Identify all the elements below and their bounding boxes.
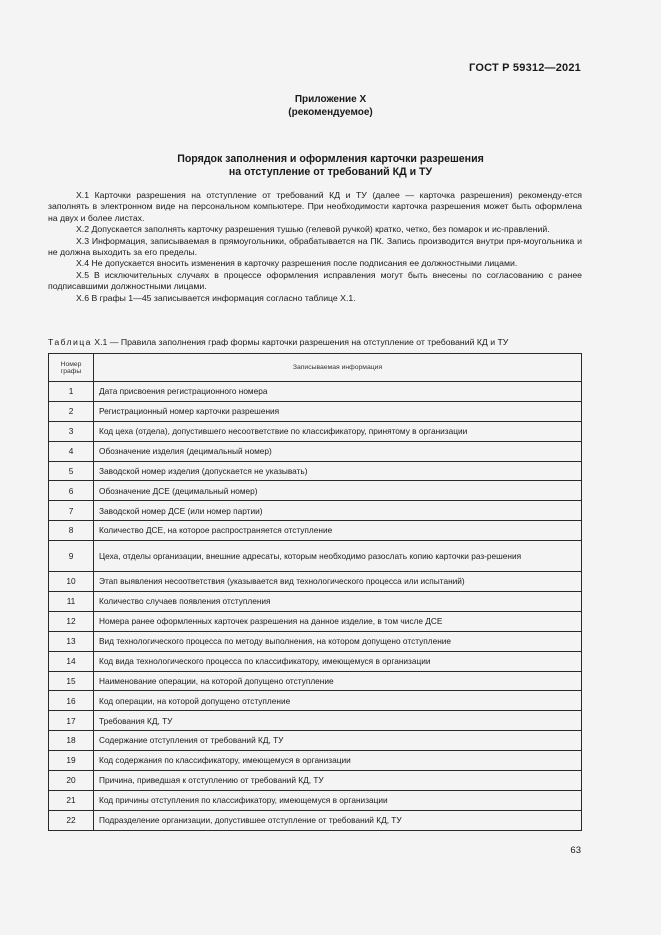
- row-number: 19: [49, 751, 94, 771]
- row-number: 3: [49, 421, 94, 441]
- row-number: 2: [49, 401, 94, 421]
- table-row: [49, 441, 582, 461]
- row-text: Код вида технологического процесса по классификатору, имеющемуся в организации: [94, 651, 582, 671]
- row-number: 21: [49, 790, 94, 810]
- row-number: 6: [49, 481, 94, 501]
- row-text: Этап выявления несоответствия (указывается вид технологического процесса или испытаний): [94, 572, 582, 592]
- row-text: Обозначение ДСЕ (децимальный номер): [94, 481, 582, 501]
- row-number: 4: [49, 441, 94, 461]
- column-header-info: Записываемая информация: [94, 354, 582, 382]
- section-title-line1: Порядок заполнения и оформления карточки разрешения: [177, 153, 484, 165]
- standard-code: ГОСТ Р 59312—2021: [469, 62, 581, 74]
- paragraph-x1: Х.1 Карточки разрешения на отступление от требований КД и ТУ (далее — карточка разрешения) рекоменду-ется заполнять в электронном виде на персональном компьютере. При необходимости карточка разрешения может быть оформлена на двух и более листах.: [48, 190, 582, 223]
- row-text: Подразделение организации, допустившее отступление от требований КД, ТУ: [94, 810, 582, 830]
- row-number: 20: [49, 771, 94, 791]
- row-number: 15: [49, 671, 94, 691]
- table-row: [49, 382, 582, 402]
- table-row: [49, 521, 582, 541]
- column-header-number: Номер графы: [49, 354, 94, 382]
- row-number: 12: [49, 611, 94, 631]
- row-number: 9: [49, 541, 94, 572]
- table-row: [49, 501, 582, 521]
- row-text: Дата присвоения регистрационного номера: [94, 382, 582, 402]
- row-text: Причина, приведшая к отступлению от требований КД, ТУ: [94, 771, 582, 791]
- table-row: [49, 592, 582, 612]
- table-row: [49, 421, 582, 441]
- paragraph-x3: Х.3 Информация, записываемая в прямоугольники, обрабатывается на ПК. Запись производится внутри пря-моугольника и не должна выходить за его пределы.: [48, 235, 582, 258]
- row-text: Заводской номер ДСЕ (или номер партии): [94, 501, 582, 521]
- row-number: 10: [49, 572, 94, 592]
- table-row: [49, 461, 582, 481]
- paragraph-x4: Х.4 Не допускается вносить изменения в карточку разрешения после подписания ее должностными лицами.: [76, 258, 518, 269]
- row-number: 8: [49, 521, 94, 541]
- row-number: 22: [49, 810, 94, 830]
- row-text: Цеха, отделы организации, внешние адресаты, которым необходимо разослать копию карточки раз-решения: [94, 541, 582, 572]
- table-row: [49, 481, 582, 501]
- table-header-row: [49, 354, 582, 382]
- row-text: Количество ДСЕ, на которое распространяется отступление: [94, 521, 582, 541]
- row-number: 5: [49, 461, 94, 481]
- row-text: Код цеха (отдела), допустившего несоответствие по классификатору, принятому в организации: [94, 421, 582, 441]
- table-caption-label: Таблица: [48, 337, 92, 347]
- row-text: Количество случаев появления отступления: [94, 592, 582, 612]
- table-row: [49, 790, 582, 810]
- row-number: 11: [49, 592, 94, 612]
- table-row: [49, 691, 582, 711]
- row-number: 18: [49, 731, 94, 751]
- row-text: Обозначение изделия (децимальный номер): [94, 441, 582, 461]
- row-text: Наименование операции, на которой допущено отступление: [94, 671, 582, 691]
- row-text: Код причины отступления по классификатору, имеющемуся в организации: [94, 790, 582, 810]
- row-text: Код содержания по классификатору, имеющемуся в организации: [94, 751, 582, 771]
- table-row: [49, 541, 582, 572]
- table-row: [49, 731, 582, 751]
- table-row: [49, 401, 582, 421]
- row-number: 13: [49, 631, 94, 651]
- row-text: Код операции, на которой допущено отступление: [94, 691, 582, 711]
- row-text: Регистрационный номер карточки разрешения: [94, 401, 582, 421]
- row-text: Содержание отступления от требований КД, ТУ: [94, 731, 582, 751]
- table-caption-text: Х.1 — Правила заполнения граф формы карточки разрешения на отступление от требований КД и ТУ: [94, 337, 509, 347]
- body-paragraphs: [48, 190, 582, 304]
- row-number: 1: [49, 382, 94, 402]
- table-row: [49, 572, 582, 592]
- section-title-line2: на отступление от требований КД и ТУ: [228, 166, 433, 178]
- row-number: 17: [49, 711, 94, 731]
- row-number: 14: [49, 651, 94, 671]
- table-row: [49, 631, 582, 651]
- row-number: 16: [49, 691, 94, 711]
- table-row: [49, 611, 582, 631]
- table-row: [49, 771, 582, 791]
- appendix-status: (рекомендуемое): [288, 107, 373, 118]
- paragraph-x2: Х.2 Допускается заполнять карточку разрешения тушью (гелевой ручкой) кратко, четко, без помарок и ис-правлений.: [76, 224, 550, 235]
- paragraph-x5: Х.5 В исключительных случаях в процессе оформления исправления могут быть внесены по согласованию с ранее подписавшими должностными лицами.: [48, 269, 582, 292]
- table-row: [49, 751, 582, 771]
- appendix-title: Приложение Х: [294, 94, 367, 105]
- row-text: Вид технологического процесса по методу выполнения, на котором допущено отступление: [94, 631, 582, 651]
- paragraph-x6: Х.6 В графы 1—45 записывается информация согласно таблице Х.1.: [76, 292, 356, 303]
- row-text: Требования КД, ТУ: [94, 711, 582, 731]
- table-row: [49, 810, 582, 830]
- row-text: Номера ранее оформленных карточек разрешения на данное изделие, в том числе ДСЕ: [94, 611, 582, 631]
- section-title: [0, 153, 661, 179]
- table-row: [49, 671, 582, 691]
- table-row: [49, 711, 582, 731]
- table-row: [49, 651, 582, 671]
- table-caption: [48, 337, 588, 348]
- row-text: Заводской номер изделия (допускается не указывать): [94, 461, 582, 481]
- page-number: 63: [570, 845, 581, 856]
- appendix-heading: [0, 93, 661, 119]
- row-number: 7: [49, 501, 94, 521]
- rules-table: [48, 353, 582, 831]
